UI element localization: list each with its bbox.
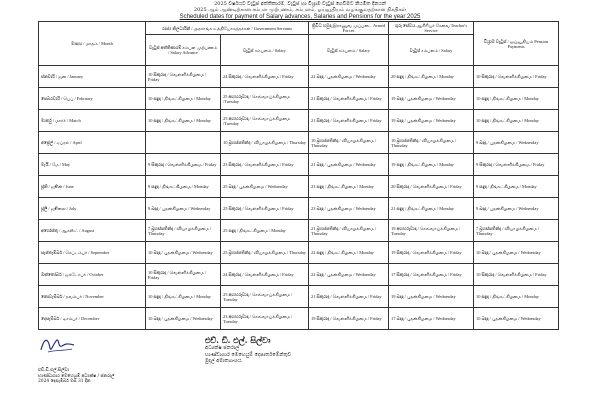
teacher-salary-cell: 19 බදාදා / புதன்கிழமை / Wednesday xyxy=(389,286,474,308)
month-cell: සැප්තැම්බර් / செப்டம்பர் / September xyxy=(39,242,146,264)
teacher-salary-cell: 19 සිකුරාදා / வெள்ளிக்கிழமை / Friday xyxy=(389,242,474,264)
armed-salary-cell: 22 සඳුදා / திங்கட்கிழமை / Monday xyxy=(309,242,389,264)
stamp-department: භාණ්ඩාගාර මෙහෙයුම් දෙපාර්තමේන්තුව xyxy=(205,351,291,358)
pension-cell: 7 බ්‍රහස්පතින්දා / வியாழக்கிழமை / Thursday xyxy=(474,220,559,242)
signatory-line-2: භාණ්ඩාගාර මෙහෙයුම් අධ්‍යක්ෂ / ජනරාල් xyxy=(38,373,115,379)
gov-salary-cell: 25 අඟහරුවාදා / செவ்வாய்க்கிழமை /Tuesday xyxy=(221,88,309,110)
header-gov-salary: වැටුප් சம்பளம் / Salary xyxy=(221,35,309,66)
teacher-salary-cell: 21 සඳුදා / திங்கட்கிழமை / Monday xyxy=(389,198,474,220)
armed-salary-cell: 21 සිකුරාදා / வெள்ளிக்கிழமை / Friday xyxy=(309,110,389,132)
armed-salary-cell: 10 බ්‍රහස්පතින්දා / வியாழக்கிழமை / Thursday xyxy=(309,132,389,154)
header-row-1 xyxy=(39,22,559,35)
table-row xyxy=(39,264,559,286)
teacher-salary-cell: 19 සඳුදා / திங்கட்கிழமை / Monday xyxy=(389,154,474,176)
gov-advance-cell: 7 බ්‍රහස්පතින්දා / வியாழக்கிழமை / Thursday xyxy=(146,220,221,242)
document-titles xyxy=(150,1,450,21)
month-cell: ජූලි / ஜூலை / July xyxy=(39,198,146,220)
table-row xyxy=(39,308,559,330)
header-month: මාසය / மாதம் / Month xyxy=(39,22,146,66)
header-teachers-service: ගුරු සේවය ஆசிரியர் சேவை Teacher's Service xyxy=(389,22,474,35)
armed-salary-cell: 23 සඳුදා / திங்கட்கிழமை / Monday xyxy=(309,176,389,198)
gov-salary-cell: 25 අඟහරුවාදා / செவ்வாய்க்கிழமை / Tuesday xyxy=(221,286,309,308)
title-sinhala: 2025 වර්ෂයට වැටුප් අත්තිකාරම්, වැටුප් හා විශ්‍රාම වැටුප් ගෙවීමට නියමිත දිනයන් xyxy=(214,1,386,7)
header-government-servants: රාජ්‍ය නිලධාරීන් / அரசாங்க உத்தியோகத்தர்கள் / Government Servants xyxy=(146,22,309,35)
table-row xyxy=(39,220,559,242)
teacher-salary-cell: 19 අඟහරුවාදා / செவ்வாய்க்கிழமை / Tuesday xyxy=(389,220,474,242)
armed-salary-cell: 21 සිකුරාදා / வெள்ளிக்கிழமை / Friday xyxy=(309,286,389,308)
armed-salary-cell: 21 බදාදා / புதன்கிழமை / Wednesday xyxy=(309,154,389,176)
signatory-line-3: 2024 දෙසැම්බර් මස 31 දින xyxy=(38,379,91,385)
table-row xyxy=(39,88,559,110)
month-cell: ජනවාරි / ஜன / January xyxy=(39,66,146,88)
signatory-line-1: එච්.ඩී.එල්.සිල්වා xyxy=(38,368,70,373)
teacher-salary-cell: 17 සිකුරාදා / வெள்ளிக்கிழமை / Friday xyxy=(389,264,474,286)
gov-advance-cell: 10 සිකුරාදා / வெள்ளிக்கிழமை / Friday xyxy=(146,264,221,286)
teacher-salary-cell: 10 බ්‍රහස්පතින්දා / வியாழக்கிழமை / Thursday xyxy=(389,132,474,154)
gov-advance-cell xyxy=(146,132,221,154)
header-armed-forces: ත්‍රිවිධ හමුදා இராணுவ முப்படை Armed Forces xyxy=(309,22,389,35)
table-row xyxy=(39,242,559,264)
teacher-salary-cell: 17 බදාදා / புதன்கிழமை / Wednesday xyxy=(389,308,474,330)
pension-cell: 9 සිකුරාදා / வெள்ளிக்கிழமை / Friday xyxy=(474,154,559,176)
gov-salary-cell: 25 සඳුදා / திங்கட்கிழமை / Monday xyxy=(221,220,309,242)
gov-salary-cell: 24 සිකුරාදා / வெள்ளிக்கிழமை / Friday xyxy=(221,66,309,88)
month-cell: පෙබරවාරි / பெப் / February xyxy=(39,88,146,110)
signatory-block xyxy=(38,368,114,385)
pension-cell: 10 සිකුරාදා / வெள்ளிக்கிழமை / Friday xyxy=(474,264,559,286)
pension-cell: 9 බදාදා / புதன்கிழமை / Wednesday xyxy=(474,132,559,154)
gov-salary-cell: 25 අඟහරුවාදා / செவ்வாய்க்கிழமை /Tuesday xyxy=(221,110,309,132)
stamp-title: අධ්‍යක්ෂ ජනරාල් xyxy=(205,345,240,351)
handwritten-signature xyxy=(38,334,78,356)
table-row xyxy=(39,154,559,176)
gov-advance-cell: 10 සඳුදා / திங்கட்கிழமை / Monday xyxy=(146,286,221,308)
table-row xyxy=(39,66,559,88)
gov-advance-cell: 10 සිකුරාදා / வெள்ளிக்கிழமை / Friday xyxy=(146,66,221,88)
teacher-salary-cell: 20 සිකුරාදා / வெள்ளிக்கிழமை / Friday xyxy=(389,176,474,198)
stamp-ministry: මුදල් අමාත්‍යාංශය. xyxy=(205,358,243,365)
month-cell: දෙසැම්බර් / டிசம்பர் / December xyxy=(39,308,146,330)
schedule-body xyxy=(39,66,559,330)
table-row xyxy=(39,110,559,132)
gov-salary-cell: 25 සිකුරාදා / வெள்ளிக்கிழமை / Friday xyxy=(221,198,309,220)
month-cell: නොවැම්බර් / நவம்பர் / November xyxy=(39,286,146,308)
armed-salary-cell: 21 බ්‍රහස්පතින්දා / வியாழக்கிழமை / Thursday xyxy=(309,220,389,242)
gov-advance-cell: 9 බදාදා / புதன்கிழமை / Wednesday xyxy=(146,198,221,220)
title-tamil: 2025 ஆம் ஆண்டிற்கான சம்பள முற்பணம், சம்பளம், ஓய்வூதியம் வழங்குவதற்கான திகதிகள் xyxy=(193,7,407,13)
gov-salary-cell: 25 බ්‍රහස්පතින්දා / வியாழக்கிழமை / Thursday xyxy=(221,242,309,264)
gov-salary-cell: 24 සිකුරාදා / வெள்ளிக்கிழமை / Friday xyxy=(221,264,309,286)
pension-cell: 10 සිකුරාදා / வெள்ளிக்கிழமை / Friday xyxy=(474,66,559,88)
pension-cell: 10 බදාදා / புதன்கிழமை / Wednesday xyxy=(474,308,559,330)
header-pension-payments: විශ්‍රාම වැටුප් / ஓய்வூதியம் Pension Payments xyxy=(474,22,559,66)
gov-advance-cell: 9 සඳුදා / திங்கட்கிழமை / Monday xyxy=(146,176,221,198)
table-row xyxy=(39,286,559,308)
month-cell: ජූනි / ஜூன் / June xyxy=(39,176,146,198)
gov-salary-cell: 23 අඟහරුවාදා / செவ்வாய்க்கிழமை / Tuesday xyxy=(221,308,309,330)
month-cell: අප්‍රේල් / ஏப்ரல் / April xyxy=(39,132,146,154)
teacher-salary-cell: 20 සඳුදා / திங்கட்கிழமை / Monday xyxy=(389,66,474,88)
stamp-name: එච්. ඩී. එල්. සිල්වා xyxy=(205,335,271,345)
teacher-salary-cell: 19 බදාදා / புதன்கிழமை / Wednesday xyxy=(389,110,474,132)
official-stamp xyxy=(205,336,291,365)
table-row xyxy=(39,198,559,220)
pension-cell: 9 සඳුදා / திங்கட்கிழமை / Monday xyxy=(474,176,559,198)
month-cell: ඔක්තෝබර් / ஒக்டோபர் / October xyxy=(39,264,146,286)
table-row xyxy=(39,176,559,198)
gov-advance-cell: 9 සිකුරාදා / வெள்ளிக்கிழமை / Friday xyxy=(146,154,221,176)
armed-salary-cell: 22 බදාදා / புதன்கிழமை / Wednesday xyxy=(309,66,389,88)
gov-salary-cell: 25 බදාදා / புதன்கிழமை / Wednesday xyxy=(221,176,309,198)
header-gov-advance: වැටුප් අත්තිකාරම් சம்பள முற்பணம் / Salary Advance xyxy=(146,35,221,66)
gov-salary-cell: 10 බ්‍රහස්පතින්දා / வியாழக்கிழமை / Thursday xyxy=(221,132,309,154)
armed-salary-cell: 23 බදාදා / புதன்கிழமை / Wednesday xyxy=(309,198,389,220)
table-row xyxy=(39,132,559,154)
gov-advance-cell: 10 බදාදා / புதன்கிழமை / Wednesday xyxy=(146,308,221,330)
gov-advance-cell: 10 සඳුදා / திங்கட்கிழமை / Monday xyxy=(146,88,221,110)
armed-salary-cell: 21 සිකුරාදා / வெள்ளிக்கிழமை / Friday xyxy=(309,88,389,110)
pension-cell: 10 සඳුදා / திங்கட்கிழமை / Monday xyxy=(474,88,559,110)
month-cell: අගෝස්තු / ஆகஸ்ட் / August xyxy=(39,220,146,242)
pension-cell: 10 සඳුදා / திங்கட்கிழமை / Monday xyxy=(474,110,559,132)
payment-schedule-table xyxy=(38,21,559,330)
armed-salary-cell: 19 සිකුරාදා / வெள்ளிக்கிழமை / Friday xyxy=(309,308,389,330)
armed-salary-cell: 22 බදාදා / புதன்கிழமை / Wednesday xyxy=(309,264,389,286)
month-cell: මැයි / மே / May xyxy=(39,154,146,176)
pension-cell: 10 බදාදා / புதன்கிழமை / Wednesday xyxy=(474,242,559,264)
gov-salary-cell: 23 සිකුරාදා / வெள்ளிக்கிழமை / Friday xyxy=(221,154,309,176)
gov-advance-cell: 10 බදාදා / புதன்கிழமை / Wednesday xyxy=(146,242,221,264)
month-cell: මාර්තු / மார்ச் / March xyxy=(39,110,146,132)
header-teacher-salary: වැටුප් சம்பளம் / Salary xyxy=(389,35,474,66)
pension-cell: 9 බදාදා / புதன்கிழமை / Wednesday xyxy=(474,198,559,220)
title-english: Scheduled dates for payment of Salary advances, Salaries and Pensions for the year 2025 xyxy=(179,14,421,20)
teacher-salary-cell: 19 බදාදා / புதன்கிழமை / Wednesday xyxy=(389,88,474,110)
header-armed-salary: වැටුප් சம்பளம் / Salary xyxy=(309,35,389,66)
gov-advance-cell: 10 සඳුදා / திங்கட்கிழமை / Monday xyxy=(146,110,221,132)
pension-cell: 10 සඳුදා / திங்கட்கிழமை / Monday xyxy=(474,286,559,308)
